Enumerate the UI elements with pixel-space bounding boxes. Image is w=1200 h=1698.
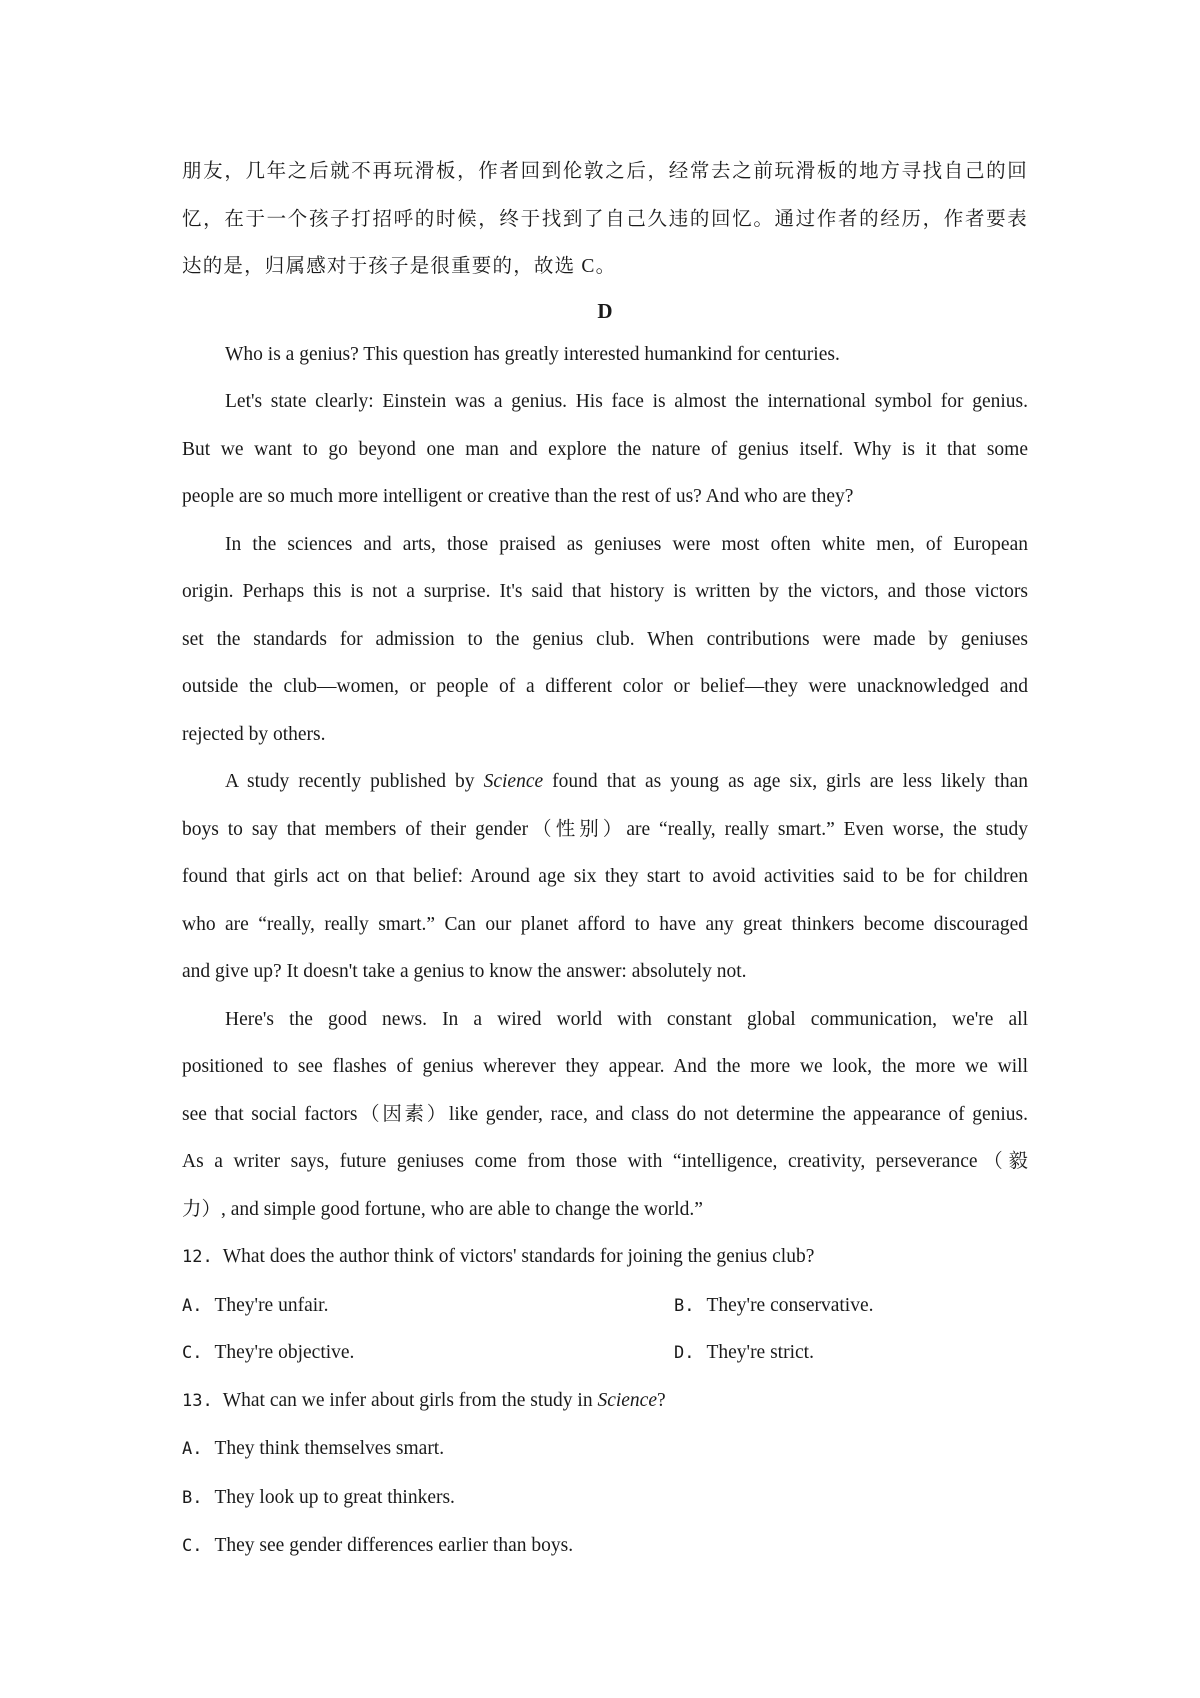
option-text: They see gender differences earlier than boys. xyxy=(214,1535,574,1556)
reading-passage xyxy=(182,331,1028,1234)
option-b[interactable] xyxy=(674,1282,874,1331)
paragraph-line: found that girls act on that belief: Around age six they start to avoid activities said to be for children xyxy=(182,866,1028,887)
paragraph-line: rejected by others. xyxy=(182,723,326,745)
document-page xyxy=(182,148,1028,1571)
option-letter: B. xyxy=(674,1295,695,1316)
paragraph-line xyxy=(182,758,1028,806)
paragraph-line: Who is a genius? This question has greatly interested humankind for centuries. xyxy=(225,343,840,365)
paragraph-line: In the sciences and arts, those praised as geniuses were most often white men, of European xyxy=(225,533,1028,555)
option-row xyxy=(182,1329,1028,1377)
paragraph-line: and give up? It doesn't take a genius to know the answer: absolutely not. xyxy=(182,961,747,982)
text-run: found that as young as age six, girls are less likely than xyxy=(543,771,1028,792)
paragraph-line: see that social factors（因素）like gender, race, and class do not determine the appearance of genius. xyxy=(182,1103,1028,1125)
question-13 xyxy=(182,1377,1028,1571)
question-12 xyxy=(182,1233,1028,1377)
paragraph-line: Let's state clearly: Einstein was a genius. His face is almost the international symbol for genius. xyxy=(225,391,1028,412)
question-text: ? xyxy=(657,1389,666,1411)
explanation-block xyxy=(182,148,1028,291)
paragraph-line: But we want to go beyond one man and explore the nature of genius itself. Why is it that some xyxy=(182,438,1028,460)
option-text: They're objective. xyxy=(214,1342,355,1363)
option-row xyxy=(182,1282,1028,1330)
question-text: What can we infer about girls from the study in xyxy=(222,1389,598,1411)
option-text: They look up to great thinkers. xyxy=(214,1486,455,1508)
paragraph-line: positioned to see flashes of genius wherever they appear. And the more we look, the more we will xyxy=(182,1056,1028,1077)
question-stem xyxy=(182,1233,1028,1282)
question-number: 12. xyxy=(182,1247,213,1267)
explanation-line: 忆，在于一个孩子打招呼的时候，终于找到了自己久违的回忆。通过作者的经历，作者要表 xyxy=(182,208,1028,230)
option-letter: C. xyxy=(182,1536,203,1556)
option-letter: D. xyxy=(674,1343,695,1363)
paragraph-line: who are “really, really smart.” Can our planet afford to have any great thinkers become discouraged xyxy=(182,913,1028,935)
paragraph-line: 力）, and simple good fortune, who are able to change the world.” xyxy=(182,1198,703,1220)
journal-name: Science xyxy=(597,1389,657,1411)
option-a[interactable] xyxy=(182,1282,328,1331)
journal-name: Science xyxy=(483,771,544,792)
explanation-line: 朋友，几年之后就不再玩滑板，作者回到伦敦之后，经常去之前玩滑板的地方寻找自己的回 xyxy=(182,161,1028,182)
paragraph-line: Here's the good news. In a wired world with constant global communication, we're all xyxy=(225,1008,1028,1030)
option-letter: C. xyxy=(182,1343,203,1363)
option-letter: A. xyxy=(182,1295,203,1316)
option-text: They're strict. xyxy=(706,1342,814,1363)
question-text: What does the author think of victors' standards for joining the genius club? xyxy=(222,1246,815,1267)
question-stem xyxy=(182,1377,1028,1426)
section-title: D xyxy=(597,298,613,323)
paragraph-line: set the standards for admission to the genius club. When contributions were made by geniuses xyxy=(182,628,1028,650)
option-text: They're unfair. xyxy=(214,1294,329,1316)
option-a[interactable] xyxy=(182,1425,1028,1474)
text-run: A study recently published by xyxy=(225,771,484,792)
paragraph-line: boys to say that members of their gender（性别）are “really, really smart.” Even worse, the study xyxy=(182,818,1028,840)
option-letter: B. xyxy=(182,1487,203,1508)
option-c[interactable] xyxy=(182,1329,354,1378)
option-text: They think themselves smart. xyxy=(214,1438,445,1459)
paragraph-line: outside the club—women, or people of a different color or belief—they were unacknowledged and xyxy=(182,676,1028,697)
explanation-line: 达的是，归属感对于孩子是很重要的，故选 C。 xyxy=(182,256,617,277)
option-letter: A. xyxy=(182,1439,203,1459)
option-text: They're conservative. xyxy=(706,1294,874,1316)
question-number: 13. xyxy=(182,1390,213,1411)
paragraph-line: people are so much more intelligent or creative than the rest of us? And who are they? xyxy=(182,486,854,507)
option-c[interactable] xyxy=(182,1522,1028,1571)
paragraph-line: origin. Perhaps this is not a surprise. It's said that history is written by the victors, and those victors xyxy=(182,581,1028,602)
paragraph-line: As a writer says, future geniuses come from those with “intelligence, creativity, perseverance（毅 xyxy=(182,1151,1028,1172)
option-d[interactable] xyxy=(674,1329,814,1378)
option-b[interactable] xyxy=(182,1474,1028,1523)
